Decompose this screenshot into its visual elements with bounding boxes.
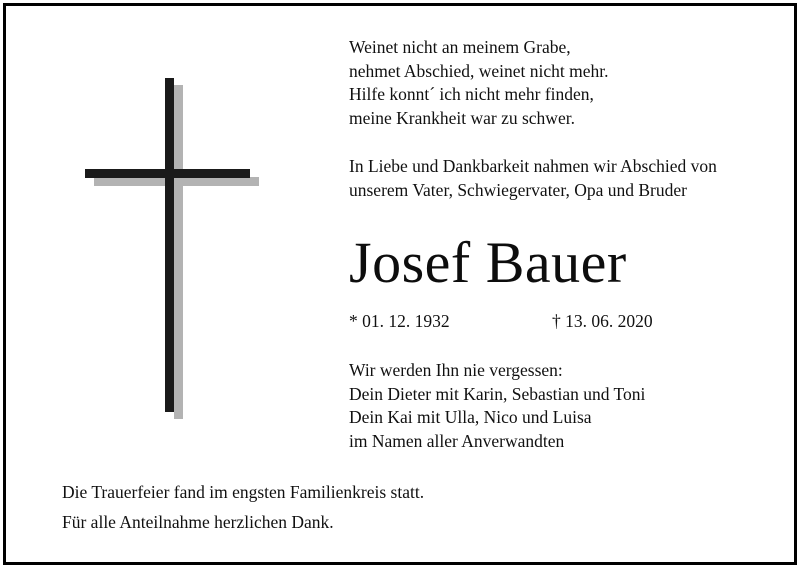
poem-line: nehmet Abschied, weinet nicht mehr. <box>349 60 609 81</box>
cross-horizontal-bar <box>85 169 250 178</box>
poem-line: Hilfe konnt´ ich nicht mehr finden, <box>349 84 594 104</box>
mourners-line: Dein Dieter mit Karin, Sebastian und Toni <box>349 383 646 404</box>
thanks-note-line: Für alle Anteilnahme herzlichen Dank. <box>62 512 334 532</box>
deceased-name: Josef Bauer <box>349 230 627 295</box>
cross-shadow-vertical <box>174 85 183 419</box>
cross-shadow-horizontal <box>94 177 259 186</box>
poem <box>349 36 609 130</box>
mourners-list <box>349 359 645 453</box>
funeral-note-line: Die Trauerfeier fand im engsten Familienkreis statt. <box>62 482 425 502</box>
mourners-line: im Namen aller Anverwandten <box>349 430 565 451</box>
thanks-note <box>62 511 334 535</box>
intro-line: In Liebe und Dankbarkeit nahmen wir Abschied von <box>349 156 717 176</box>
poem-line: Weinet nicht an meinem Grabe, <box>349 37 571 57</box>
birth-date: * 01. 12. 1932 <box>349 311 450 331</box>
mourners-line: Dein Kai mit Ulla, Nico und Luisa <box>349 407 592 427</box>
funeral-note <box>62 481 424 505</box>
cross-vertical-bar <box>165 78 174 412</box>
death-date: † 13. 06. 2020 <box>552 311 653 331</box>
intro-line: unserem Vater, Schwiegervater, Opa und Bruder <box>349 179 687 200</box>
intro-text <box>349 155 717 202</box>
mourners-line: Wir werden Ihn nie vergessen: <box>349 360 563 380</box>
obituary-notice <box>3 3 797 565</box>
poem-line: meine Krankheit war zu schwer. <box>349 107 575 128</box>
